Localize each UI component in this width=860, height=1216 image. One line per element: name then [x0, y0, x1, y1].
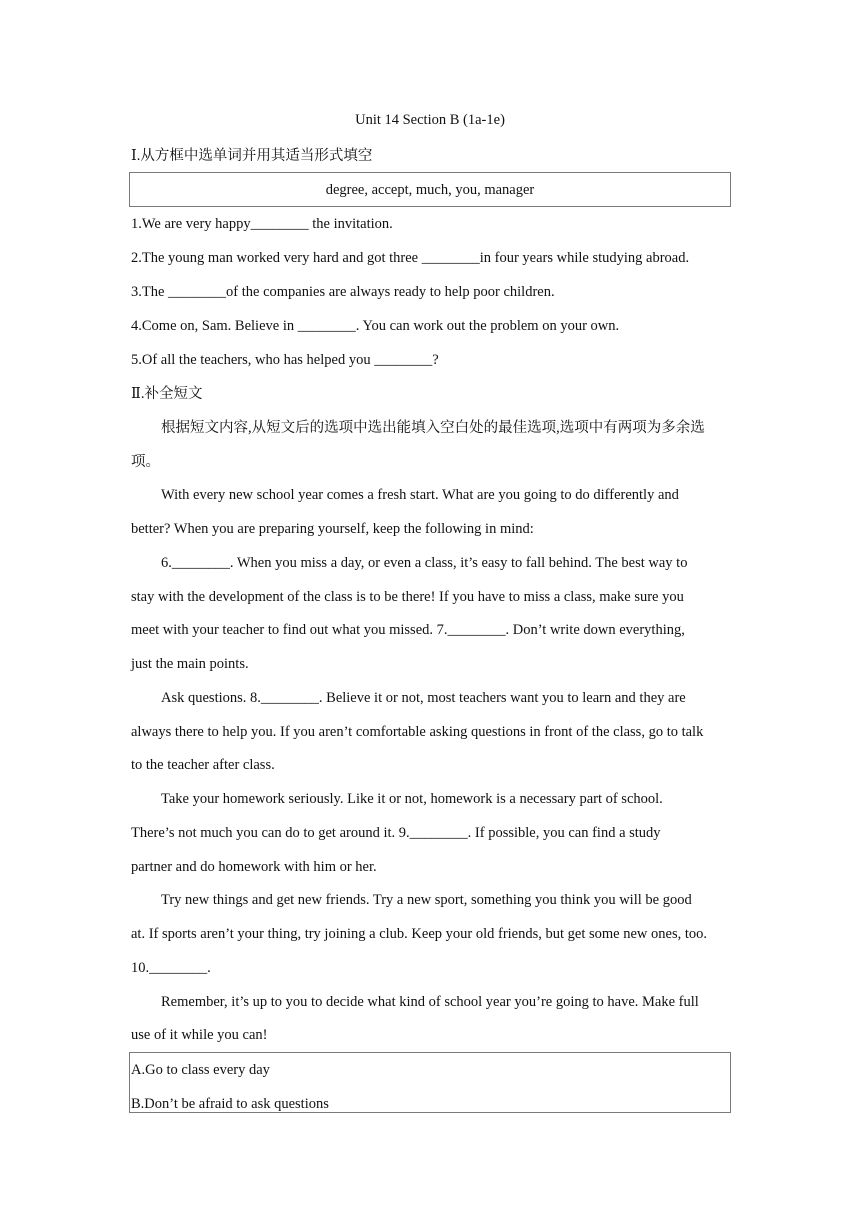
section-2-heading: Ⅱ.补全短文: [131, 386, 203, 402]
word-box: [129, 172, 731, 207]
passage-line: 10.________.: [131, 960, 211, 976]
passage-line: always there to help you. If you aren’t comfortable asking questions in front of the class, go to talk: [131, 724, 704, 740]
options-box: [129, 1052, 731, 1113]
question-4: 4.Come on, Sam. Believe in ________. You can work out the problem on your own.: [131, 318, 620, 334]
page-title: Unit 14 Section B (1a-1e): [355, 112, 505, 128]
passage-line: stay with the development of the class is to be there! If you have to miss a class, make sure you: [131, 589, 684, 605]
instruction-line: 项。: [131, 454, 160, 470]
question-1: 1.We are very happy________ the invitation.: [131, 216, 393, 232]
passage-line: Try new things and get new friends. Try a new sport, something you think you will be good: [161, 892, 692, 908]
option-a: A.Go to class every day: [131, 1062, 270, 1078]
passage-line: Ask questions. 8.________. Believe it or not, most teachers want you to learn and they are: [161, 690, 686, 706]
passage-line: With every new school year comes a fresh start. What are you going to do differently and: [161, 487, 679, 503]
option-b: B.Don’t be afraid to ask questions: [131, 1096, 329, 1112]
passage-line: Remember, it’s up to you to decide what kind of school year you’re going to have. Make full: [161, 994, 699, 1010]
passage-line: 6.________. When you miss a day, or even a class, it’s easy to fall behind. The best way to: [161, 555, 688, 571]
section-1-heading: Ⅰ.从方框中选单词并用其适当形式填空: [131, 148, 373, 164]
passage-line: at. If sports aren’t your thing, try joining a club. Keep your old friends, but get some new ones, too.: [131, 926, 707, 942]
question-2: 2.The young man worked very hard and got three ________in four years while studying abroad.: [131, 250, 690, 266]
passage-line: better? When you are preparing yourself, keep the following in mind:: [131, 521, 534, 537]
passage-line: use of it while you can!: [131, 1027, 268, 1043]
passage-line: There’s not much you can do to get around it. 9.________. If possible, you can find a study: [131, 825, 661, 841]
passage-line: partner and do homework with him or her.: [131, 859, 377, 875]
question-5: 5.Of all the teachers, who has helped you ________?: [131, 352, 439, 368]
passage-line: meet with your teacher to find out what you missed. 7.________. Don’t write down everything,: [131, 622, 685, 638]
passage-line: Take your homework seriously. Like it or not, homework is a necessary part of school.: [161, 791, 663, 807]
passage-line: just the main points.: [131, 656, 249, 672]
instruction-line: 根据短文内容,从短文后的选项中选出能填入空白处的最佳选项,选项中有两项为多余选: [161, 420, 705, 436]
question-3: 3.The ________of the companies are always ready to help poor children.: [131, 284, 555, 300]
passage-line: to the teacher after class.: [131, 757, 275, 773]
word-box-text: degree, accept, much, you, manager: [325, 182, 535, 198]
